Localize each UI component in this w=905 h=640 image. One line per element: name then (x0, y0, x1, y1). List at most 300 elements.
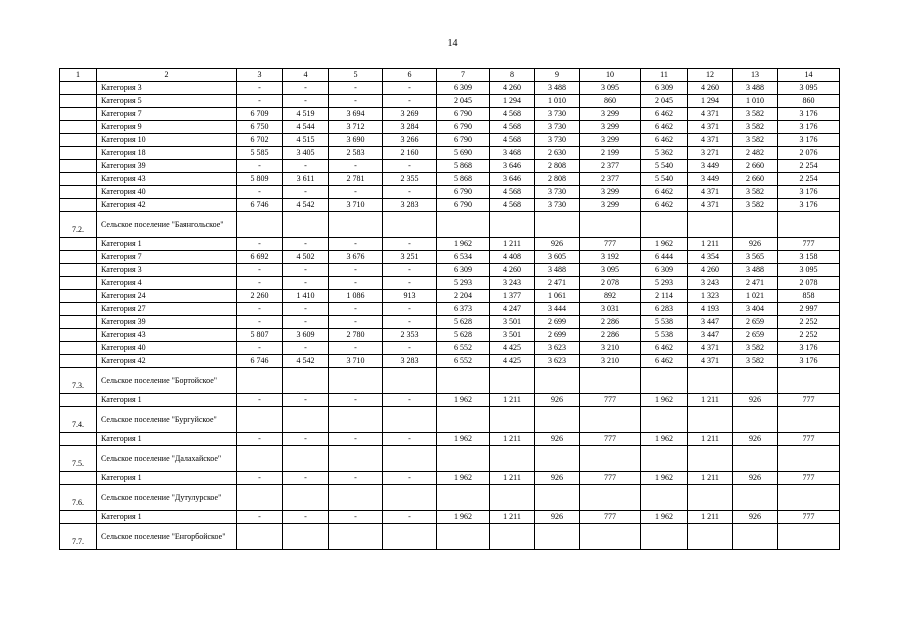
value-cell (437, 485, 490, 511)
value-cell: 3 210 (580, 342, 641, 355)
value-cell: 1 211 (688, 511, 733, 524)
value-cell: 6 534 (437, 251, 490, 264)
table-row (60, 355, 840, 368)
data-table (59, 68, 840, 550)
value-cell: - (283, 394, 329, 407)
value-cell: - (237, 316, 283, 329)
table-row (60, 134, 840, 147)
value-cell: 4 515 (283, 134, 329, 147)
value-cell: 4 542 (283, 199, 329, 212)
value-cell (383, 485, 437, 511)
row-code (60, 108, 97, 121)
page-number: 14 (447, 38, 458, 49)
value-cell: 3 623 (535, 342, 580, 355)
value-cell: - (383, 160, 437, 173)
value-cell: 3 447 (688, 329, 733, 342)
value-cell (733, 212, 778, 238)
value-cell: 926 (733, 394, 778, 407)
value-cell: 3 676 (329, 251, 383, 264)
value-cell: 1 211 (688, 394, 733, 407)
value-cell: 3 176 (778, 134, 840, 147)
value-cell (641, 446, 688, 472)
value-cell (437, 212, 490, 238)
value-cell: - (383, 277, 437, 290)
value-cell: 6 692 (237, 251, 283, 264)
value-cell: 3 095 (580, 82, 641, 95)
table-row (60, 264, 840, 277)
row-name: Категория 39 (97, 160, 237, 173)
value-cell: 1 294 (688, 95, 733, 108)
value-cell: 6 462 (641, 342, 688, 355)
value-cell: - (329, 160, 383, 173)
row-name: Сельское поселение "Баянгольское" (97, 212, 237, 238)
value-cell: 3 730 (535, 134, 580, 147)
value-cell (733, 446, 778, 472)
value-cell: - (383, 511, 437, 524)
value-cell: 1 962 (437, 433, 490, 446)
value-cell: 2 286 (580, 329, 641, 342)
value-cell: 1 211 (490, 472, 535, 485)
value-cell (580, 485, 641, 511)
row-code (60, 160, 97, 173)
value-cell (641, 212, 688, 238)
value-cell: 3 176 (778, 199, 840, 212)
value-cell: 1 211 (490, 511, 535, 524)
value-cell: 5 628 (437, 316, 490, 329)
value-cell: 2 355 (383, 173, 437, 186)
row-name: Сельское поселение "Дутулурское" (97, 485, 237, 511)
table-row (60, 147, 840, 160)
column-header: 7 (437, 69, 490, 82)
value-cell: 5 540 (641, 160, 688, 173)
table-row (60, 342, 840, 355)
column-header: 11 (641, 69, 688, 82)
value-cell: 1 061 (535, 290, 580, 303)
table-row (60, 329, 840, 342)
value-cell: - (383, 316, 437, 329)
value-cell: 777 (778, 511, 840, 524)
value-cell: 1 211 (490, 433, 535, 446)
row-name: Категория 4 (97, 277, 237, 290)
value-cell: 6 462 (641, 134, 688, 147)
value-cell: 4 371 (688, 134, 733, 147)
value-cell: 3 712 (329, 121, 383, 134)
value-cell (535, 368, 580, 394)
value-cell: 6 462 (641, 186, 688, 199)
value-cell: 5 293 (641, 277, 688, 290)
value-cell: 3 730 (535, 121, 580, 134)
value-cell: 6 790 (437, 134, 490, 147)
row-name: Категория 43 (97, 173, 237, 186)
value-cell: 4 519 (283, 108, 329, 121)
value-cell: 3 251 (383, 251, 437, 264)
row-code (60, 394, 97, 407)
value-cell: 6 309 (641, 264, 688, 277)
value-cell: 3 269 (383, 108, 437, 121)
value-cell (641, 407, 688, 433)
table-row (60, 316, 840, 329)
value-cell (580, 446, 641, 472)
value-cell: 2 078 (778, 277, 840, 290)
value-cell: 2 471 (733, 277, 778, 290)
value-cell (329, 368, 383, 394)
value-cell (778, 368, 840, 394)
value-cell: 3 299 (580, 186, 641, 199)
value-cell: 4 371 (688, 108, 733, 121)
row-name: Категория 39 (97, 316, 237, 329)
table-row (60, 121, 840, 134)
value-cell (437, 524, 490, 550)
row-code: 7.6. (60, 485, 97, 511)
value-cell (580, 368, 641, 394)
value-cell (437, 446, 490, 472)
value-cell (490, 407, 535, 433)
value-cell: 777 (580, 472, 641, 485)
value-cell (580, 212, 641, 238)
table-row (60, 511, 840, 524)
value-cell: - (329, 342, 383, 355)
value-cell: 3 582 (733, 355, 778, 368)
row-code (60, 199, 97, 212)
value-cell: 2 699 (535, 316, 580, 329)
value-cell: 6 552 (437, 342, 490, 355)
value-cell: - (283, 186, 329, 199)
value-cell: 4 568 (490, 186, 535, 199)
table-row (60, 290, 840, 303)
value-cell: - (283, 316, 329, 329)
value-cell: 5 868 (437, 173, 490, 186)
value-cell: 3 488 (733, 82, 778, 95)
value-cell: - (383, 238, 437, 251)
value-cell: - (237, 433, 283, 446)
row-name: Сельское поселение "Енгорбойское" (97, 524, 237, 550)
value-cell (490, 524, 535, 550)
value-cell: 1 962 (641, 433, 688, 446)
value-cell (733, 368, 778, 394)
row-name: Категория 27 (97, 303, 237, 316)
row-name: Категория 1 (97, 472, 237, 485)
value-cell: 777 (580, 433, 641, 446)
value-cell: 1 211 (490, 394, 535, 407)
value-cell: 3 565 (733, 251, 778, 264)
value-cell: - (237, 95, 283, 108)
row-code: 7.7. (60, 524, 97, 550)
value-cell (733, 485, 778, 511)
row-code (60, 355, 97, 368)
value-cell: 913 (383, 290, 437, 303)
value-cell: 4 425 (490, 342, 535, 355)
value-cell: 1 323 (688, 290, 733, 303)
value-cell: 3 646 (490, 160, 535, 173)
value-cell: 3 299 (580, 108, 641, 121)
value-cell: 3 730 (535, 186, 580, 199)
column-header: 5 (329, 69, 383, 82)
value-cell: 6 444 (641, 251, 688, 264)
value-cell: 3 176 (778, 121, 840, 134)
value-cell: 1 086 (329, 290, 383, 303)
table-row (60, 95, 840, 108)
value-cell: - (383, 342, 437, 355)
value-cell: 926 (535, 511, 580, 524)
value-cell: - (283, 433, 329, 446)
value-cell (641, 524, 688, 550)
value-cell (580, 524, 641, 550)
value-cell: - (237, 303, 283, 316)
value-cell: 926 (733, 472, 778, 485)
value-cell: 3 449 (688, 160, 733, 173)
value-cell: 4 260 (688, 82, 733, 95)
value-cell: 4 542 (283, 355, 329, 368)
value-cell: 5 690 (437, 147, 490, 160)
value-cell: 777 (778, 472, 840, 485)
value-cell: 6 462 (641, 199, 688, 212)
row-name: Категория 7 (97, 108, 237, 121)
row-code (60, 251, 97, 264)
row-name: Категория 42 (97, 355, 237, 368)
value-cell: 2 660 (733, 173, 778, 186)
value-cell: 2 471 (535, 277, 580, 290)
value-cell: 2 808 (535, 160, 580, 173)
value-cell: 3 210 (580, 355, 641, 368)
value-cell: - (329, 238, 383, 251)
value-cell: 3 243 (490, 277, 535, 290)
row-code (60, 147, 97, 160)
value-cell: 1 010 (535, 95, 580, 108)
value-cell: - (237, 511, 283, 524)
value-cell: 5 293 (437, 277, 490, 290)
column-header: 3 (237, 69, 283, 82)
value-cell: 3 468 (490, 147, 535, 160)
value-cell: 3 176 (778, 108, 840, 121)
table-row (60, 433, 840, 446)
value-cell: 2 252 (778, 316, 840, 329)
value-cell: 3 623 (535, 355, 580, 368)
value-cell: 3 582 (733, 199, 778, 212)
table-row (60, 472, 840, 485)
row-code: 7.2. (60, 212, 97, 238)
row-code: 7.4. (60, 407, 97, 433)
value-cell: 1 211 (688, 238, 733, 251)
value-cell (688, 485, 733, 511)
value-cell: 4 408 (490, 251, 535, 264)
value-cell: 3 444 (535, 303, 580, 316)
value-cell (688, 524, 733, 550)
value-cell (580, 407, 641, 433)
value-cell: 2 660 (733, 160, 778, 173)
row-name: Категория 7 (97, 251, 237, 264)
value-cell (383, 446, 437, 472)
value-cell: 926 (535, 472, 580, 485)
value-cell (383, 407, 437, 433)
value-cell: - (383, 186, 437, 199)
row-code (60, 316, 97, 329)
value-cell: 1 962 (641, 511, 688, 524)
table-row (60, 108, 840, 121)
value-cell: 3 694 (329, 108, 383, 121)
value-cell: 3 158 (778, 251, 840, 264)
value-cell: 4 568 (490, 121, 535, 134)
value-cell (283, 407, 329, 433)
value-cell: - (237, 342, 283, 355)
value-cell: 2 114 (641, 290, 688, 303)
value-cell: 1 294 (490, 95, 535, 108)
column-header: 9 (535, 69, 580, 82)
value-cell: 3 582 (733, 134, 778, 147)
value-cell: 6 552 (437, 355, 490, 368)
value-cell: 5 538 (641, 329, 688, 342)
value-cell (490, 212, 535, 238)
table-row (60, 238, 840, 251)
value-cell (688, 446, 733, 472)
value-cell: - (383, 433, 437, 446)
value-cell (535, 212, 580, 238)
value-cell: 3 582 (733, 121, 778, 134)
row-code (60, 186, 97, 199)
value-cell: 4 425 (490, 355, 535, 368)
value-cell: 858 (778, 290, 840, 303)
value-cell: - (283, 277, 329, 290)
value-cell: 2 199 (580, 147, 641, 160)
value-cell (688, 407, 733, 433)
value-cell (778, 212, 840, 238)
value-cell: 3 283 (383, 355, 437, 368)
value-cell: 2 699 (535, 329, 580, 342)
value-cell: 6 790 (437, 186, 490, 199)
value-cell: - (283, 95, 329, 108)
value-cell (237, 446, 283, 472)
value-cell (535, 524, 580, 550)
value-cell: 3 488 (535, 82, 580, 95)
value-cell: 5 538 (641, 316, 688, 329)
value-cell: 1 962 (641, 238, 688, 251)
value-cell: 3 730 (535, 108, 580, 121)
column-header: 14 (778, 69, 840, 82)
value-cell: - (329, 95, 383, 108)
value-cell: 5 628 (437, 329, 490, 342)
section-row (60, 407, 840, 433)
row-code (60, 511, 97, 524)
value-cell: 2 659 (733, 316, 778, 329)
column-header: 4 (283, 69, 329, 82)
row-name: Категория 42 (97, 199, 237, 212)
row-name: Категория 40 (97, 342, 237, 355)
value-cell: 5 540 (641, 173, 688, 186)
row-code (60, 433, 97, 446)
value-cell: 926 (733, 511, 778, 524)
value-cell: 777 (580, 394, 641, 407)
value-cell: 2 076 (778, 147, 840, 160)
value-cell: 1 962 (641, 472, 688, 485)
value-cell: 3 283 (383, 199, 437, 212)
value-cell: 3 031 (580, 303, 641, 316)
value-cell: - (383, 394, 437, 407)
value-cell: 3 095 (580, 264, 641, 277)
value-cell: - (283, 82, 329, 95)
value-cell: 2 353 (383, 329, 437, 342)
row-name: Категория 9 (97, 121, 237, 134)
value-cell: 6 373 (437, 303, 490, 316)
value-cell (383, 212, 437, 238)
table-row (60, 251, 840, 264)
value-cell (641, 485, 688, 511)
value-cell: - (237, 186, 283, 199)
value-cell: 1 962 (437, 394, 490, 407)
row-name: Сельское поселение "Бортойское" (97, 368, 237, 394)
table-row (60, 303, 840, 316)
value-cell: 3 176 (778, 186, 840, 199)
value-cell: 6 790 (437, 108, 490, 121)
row-name: Категория 1 (97, 433, 237, 446)
value-cell (329, 407, 383, 433)
value-cell: 777 (778, 433, 840, 446)
value-cell: 4 247 (490, 303, 535, 316)
value-cell: 2 808 (535, 173, 580, 186)
value-cell (329, 446, 383, 472)
value-cell: 3 501 (490, 316, 535, 329)
value-cell: 3 582 (733, 108, 778, 121)
value-cell: 892 (580, 290, 641, 303)
value-cell (733, 407, 778, 433)
row-code (60, 329, 97, 342)
value-cell: - (283, 472, 329, 485)
value-cell (688, 368, 733, 394)
value-cell: 3 609 (283, 329, 329, 342)
value-cell: - (329, 316, 383, 329)
value-cell: 926 (535, 433, 580, 446)
value-cell: 4 371 (688, 355, 733, 368)
value-cell: 2 045 (437, 95, 490, 108)
value-cell: 3 404 (733, 303, 778, 316)
value-cell: - (283, 238, 329, 251)
value-cell (490, 446, 535, 472)
value-cell: - (383, 82, 437, 95)
row-name: Категория 1 (97, 394, 237, 407)
value-cell: 3 582 (733, 342, 778, 355)
value-cell: - (383, 303, 437, 316)
value-cell (778, 485, 840, 511)
table-row (60, 173, 840, 186)
row-code: 7.5. (60, 446, 97, 472)
table-header-row (60, 69, 840, 82)
value-cell: 5 868 (437, 160, 490, 173)
value-cell: 2 377 (580, 173, 641, 186)
value-cell: 3 299 (580, 121, 641, 134)
value-cell: 4 544 (283, 121, 329, 134)
row-code (60, 342, 97, 355)
value-cell: 3 299 (580, 134, 641, 147)
column-header: 12 (688, 69, 733, 82)
value-cell: 2 252 (778, 329, 840, 342)
value-cell: 3 605 (535, 251, 580, 264)
row-code (60, 472, 97, 485)
value-cell: 2 780 (329, 329, 383, 342)
value-cell: 4 193 (688, 303, 733, 316)
value-cell: 6 750 (237, 121, 283, 134)
value-cell: 2 630 (535, 147, 580, 160)
value-cell: 926 (733, 238, 778, 251)
value-cell: 6 462 (641, 121, 688, 134)
row-code: 7.3. (60, 368, 97, 394)
value-cell (535, 407, 580, 433)
value-cell: - (329, 511, 383, 524)
value-cell: 1 211 (688, 472, 733, 485)
value-cell: - (237, 264, 283, 277)
value-cell: 1 010 (733, 95, 778, 108)
value-cell: 777 (580, 238, 641, 251)
value-cell (237, 524, 283, 550)
value-cell: 6 746 (237, 199, 283, 212)
value-cell (283, 524, 329, 550)
